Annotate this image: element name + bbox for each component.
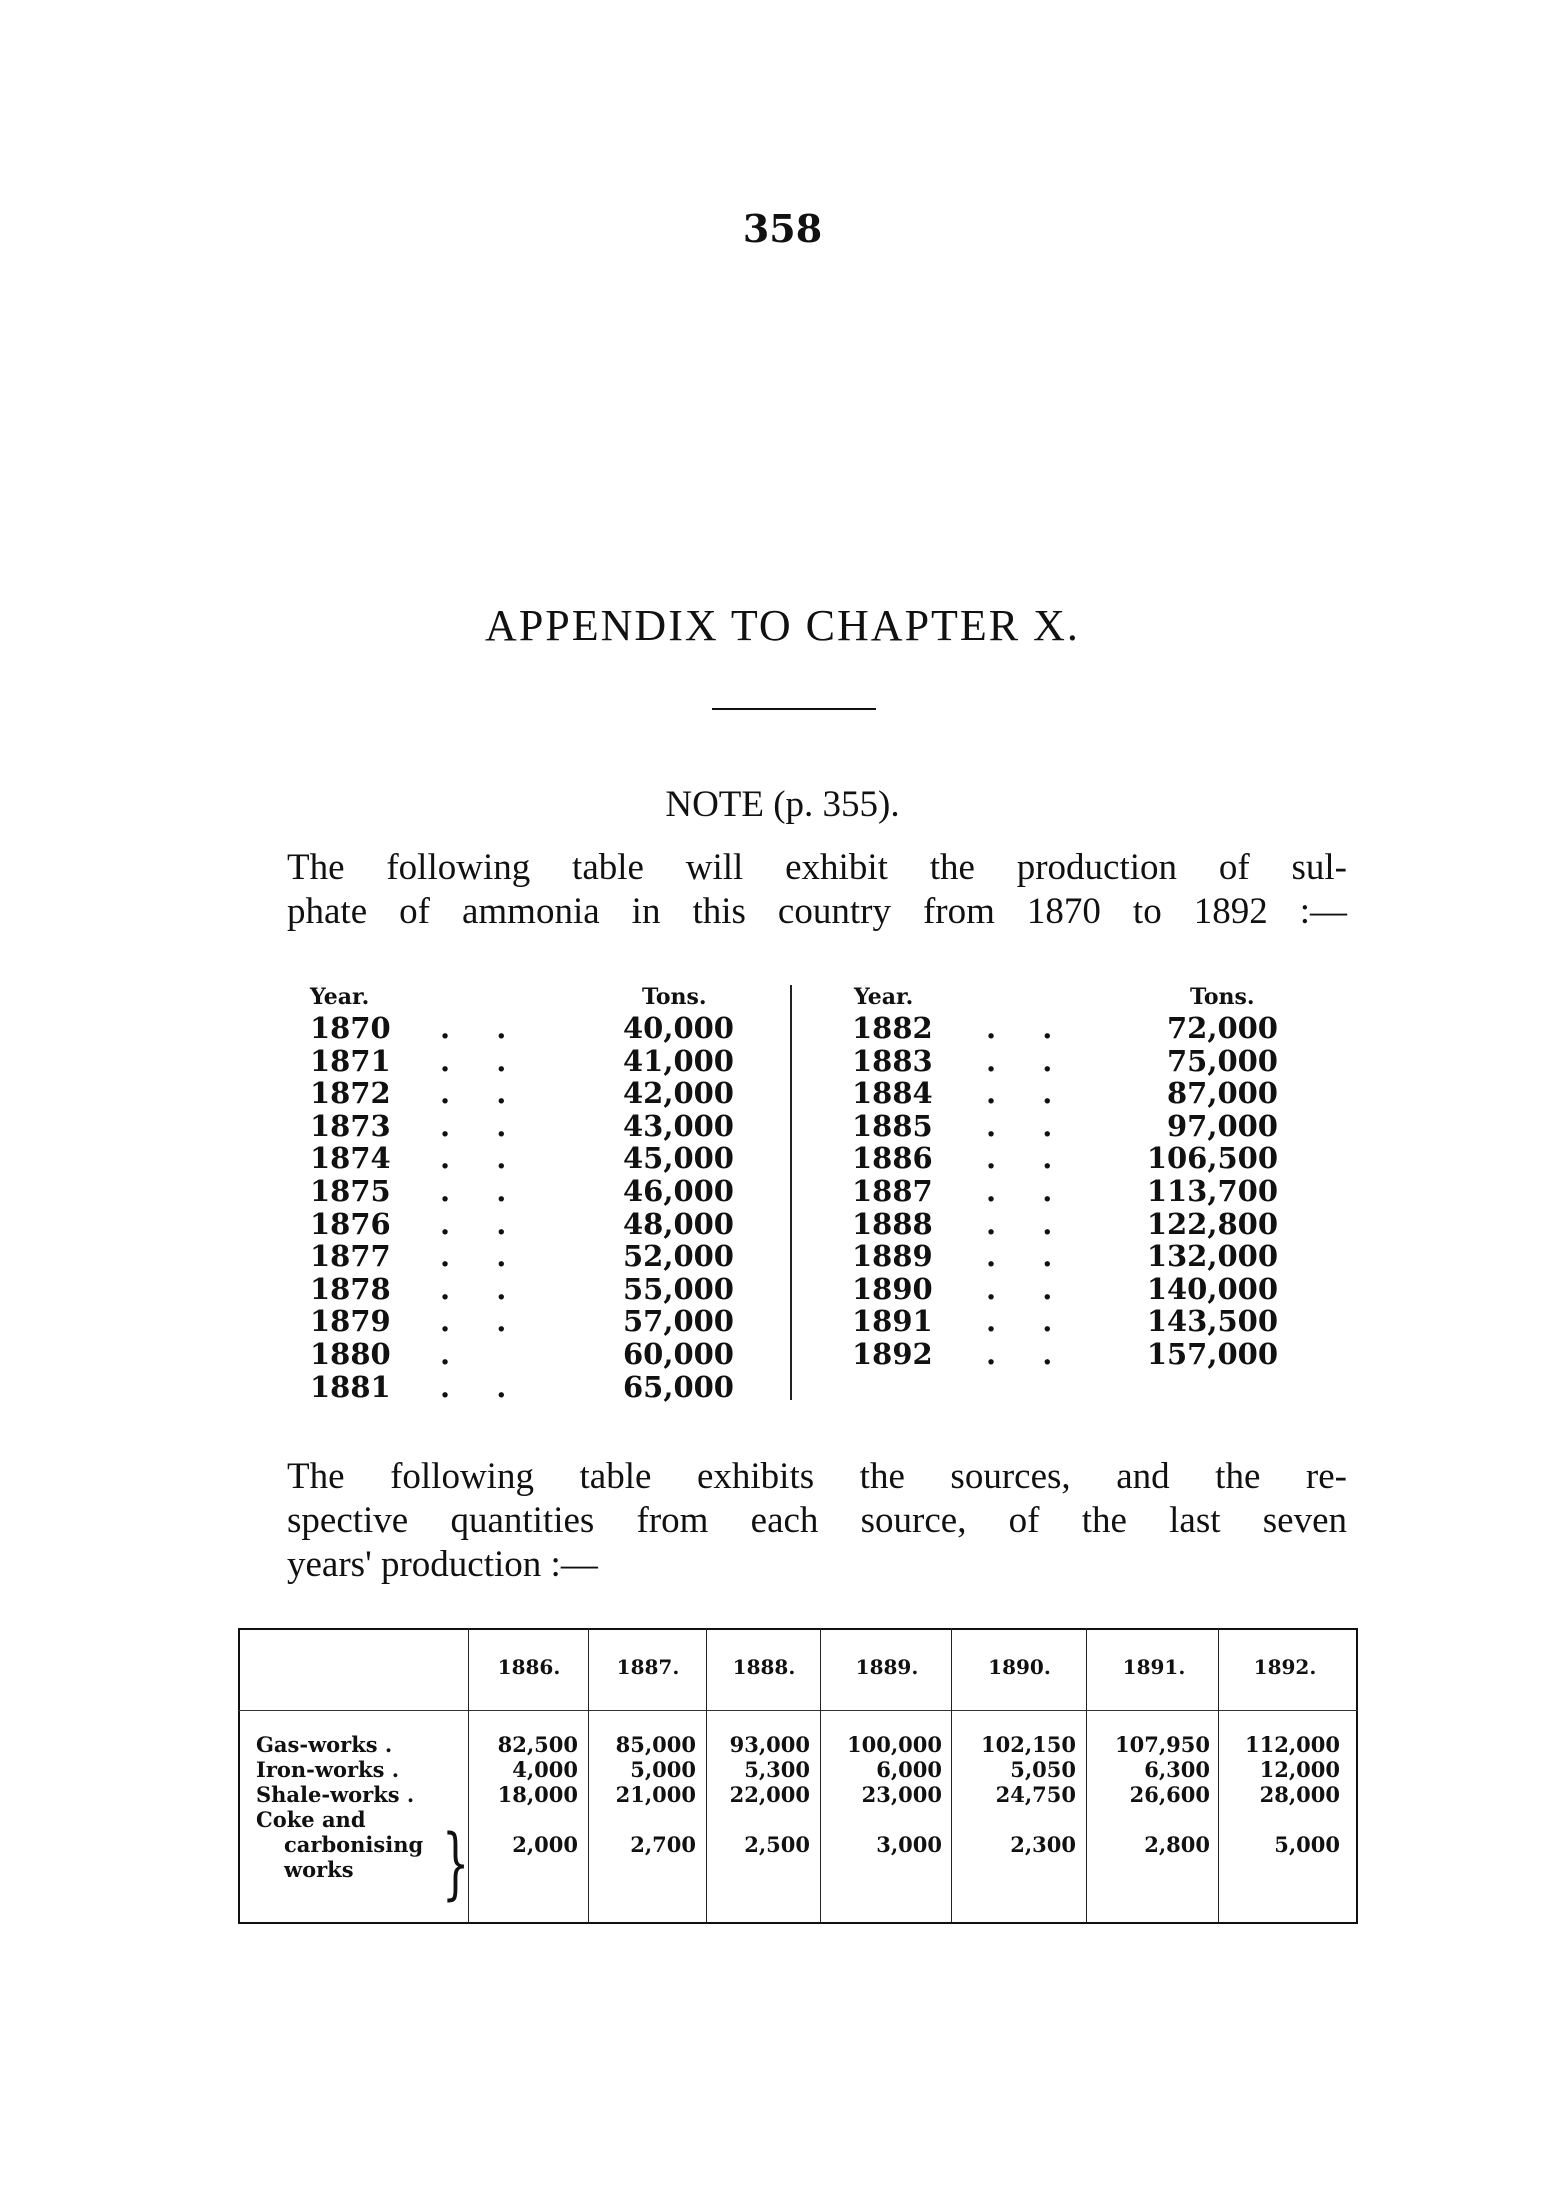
left-row-tons: 48,000 (623, 1206, 734, 1241)
left-row-tons: 43,000 (623, 1108, 734, 1143)
year-header: 1889. (855, 1655, 919, 1679)
value-cell: 22,000 (729, 1782, 810, 1807)
column-divider (951, 1628, 952, 1922)
year-header: 1886. (497, 1655, 561, 1679)
right-tons-header: Tons. (1190, 984, 1255, 1010)
right-row-tons: 87,000 (1167, 1076, 1278, 1111)
row-label: Iron-works . (256, 1757, 400, 1782)
intro-paragraph (287, 846, 1347, 934)
value-cell: 5,000 (1274, 1832, 1340, 1857)
right-row-leader: . . (986, 1011, 1071, 1045)
right-row-leader: . . (986, 1304, 1071, 1339)
left-row-year: 1874 (310, 1141, 391, 1176)
title-rule (712, 708, 876, 710)
left-row-leader: . . (440, 1174, 525, 1208)
right-row-leader: . . (986, 1271, 1071, 1306)
right-row-tons: 143,500 (1146, 1304, 1278, 1339)
value-cell: 112,000 (1245, 1732, 1340, 1757)
right-row-year: 1890 (852, 1271, 933, 1306)
left-row-year: 1879 (310, 1304, 391, 1339)
right-row-year: 1882 (852, 1011, 933, 1045)
table-bottom-border (238, 1922, 1358, 1924)
left-tons-header: Tons. (642, 984, 707, 1010)
column-divider (706, 1628, 707, 1922)
value-cell: 3,000 (876, 1832, 942, 1857)
column-divider (1218, 1628, 1219, 1922)
left-row-leader: . . (440, 1108, 525, 1143)
left-row-leader: . . (440, 1141, 525, 1176)
value-cell: 23,000 (861, 1782, 942, 1807)
second-intro-line: spective quantities from each source, of the last seven (287, 1500, 1347, 1541)
left-year-header: Year. (310, 984, 370, 1010)
value-cell: 6,000 (876, 1757, 942, 1782)
value-cell: 24,750 (995, 1782, 1076, 1807)
left-row-tons: 40,000 (623, 1011, 734, 1045)
left-row-leader: . . (440, 1239, 525, 1274)
value-cell: 2,700 (630, 1832, 696, 1857)
table-divider (790, 985, 792, 1400)
left-row-leader: . (440, 1337, 469, 1371)
right-row-leader: . . (986, 1174, 1071, 1208)
right-row-year: 1891 (852, 1304, 933, 1339)
left-row-year: 1872 (310, 1076, 391, 1111)
left-row-year: 1877 (310, 1239, 391, 1274)
row-label: Coke and (256, 1807, 366, 1832)
right-row-leader: . . (986, 1043, 1071, 1078)
right-row-year: 1886 (852, 1141, 933, 1176)
row-label: carbonising (284, 1832, 424, 1857)
value-cell: 4,000 (512, 1757, 578, 1782)
left-row-year: 1880 (310, 1337, 391, 1371)
left-row-year: 1873 (310, 1108, 391, 1143)
table-left-border (238, 1628, 240, 1924)
value-cell: 5,000 (630, 1757, 696, 1782)
right-year-header: Year. (854, 984, 914, 1010)
right-row-year: 1892 (852, 1337, 933, 1371)
year-header: 1890. (988, 1655, 1051, 1679)
value-cell: 5,300 (744, 1757, 810, 1782)
value-cell: 21,000 (615, 1782, 696, 1807)
right-row-leader: . . (986, 1108, 1071, 1143)
right-row-tons: 106,500 (1146, 1141, 1278, 1176)
left-row-year: 1876 (310, 1206, 391, 1241)
intro-line: The following table will exhibit the production of sul- (287, 847, 1347, 888)
column-divider (820, 1628, 821, 1922)
left-row-tons: 57,000 (623, 1304, 734, 1339)
left-row-tons: 60,000 (623, 1337, 734, 1371)
right-row-tons: 75,000 (1167, 1043, 1278, 1078)
note-title: NOTE (p. 355). (665, 784, 900, 825)
second-intro-line: The following table exhibits the sources, and the re- (287, 1456, 1347, 1497)
value-cell: 102,150 (981, 1732, 1076, 1757)
second-intro-paragraph (287, 1455, 1347, 1587)
value-cell: 18,000 (497, 1782, 578, 1807)
right-row-tons: 132,000 (1146, 1239, 1278, 1274)
left-row-leader: . . (440, 1011, 525, 1045)
second-intro-line: years' production :— (287, 1544, 598, 1585)
right-row-leader: . . (986, 1239, 1071, 1274)
right-row-year: 1887 (852, 1174, 933, 1208)
value-cell: 100,000 (847, 1732, 942, 1757)
right-row-leader: . . (986, 1206, 1071, 1241)
right-row-leader: . . (986, 1076, 1071, 1111)
value-cell: 12,000 (1259, 1757, 1340, 1782)
left-row-tons: 65,000 (623, 1369, 734, 1404)
right-row-tons: 72,000 (1167, 1011, 1278, 1045)
brace-icon: } (442, 1819, 470, 1909)
left-row-year: 1871 (310, 1043, 391, 1078)
value-cell: 6,300 (1144, 1757, 1210, 1782)
left-row-leader: . . (440, 1206, 525, 1241)
value-cell: 2,000 (512, 1832, 578, 1857)
left-row-year: 1875 (310, 1174, 391, 1208)
left-row-tons: 42,000 (623, 1076, 734, 1111)
intro-line: phate of ammonia in this country from 1870 to 1892 :— (287, 891, 1347, 932)
value-cell: 2,500 (744, 1832, 810, 1857)
header-rule (238, 1710, 1358, 1711)
right-row-year: 1883 (852, 1043, 933, 1078)
year-header: 1891. (1122, 1655, 1186, 1679)
left-row-year: 1870 (310, 1011, 391, 1045)
right-row-leader: . . (986, 1141, 1071, 1176)
table-top-border (238, 1628, 1358, 1630)
value-cell: 2,800 (1144, 1832, 1210, 1857)
column-divider (468, 1628, 469, 1922)
right-row-year: 1884 (852, 1076, 933, 1111)
value-cell: 85,000 (615, 1732, 696, 1757)
left-row-year: 1878 (310, 1271, 391, 1306)
left-row-tons: 41,000 (623, 1043, 734, 1078)
right-row-tons: 113,700 (1146, 1174, 1278, 1208)
value-cell: 5,050 (1010, 1757, 1076, 1782)
right-row-tons: 122,800 (1146, 1206, 1278, 1241)
left-row-leader: . . (440, 1369, 525, 1404)
table-right-border (1356, 1628, 1358, 1924)
value-cell: 107,950 (1115, 1732, 1210, 1757)
year-header: 1888. (732, 1655, 796, 1679)
page-title: APPENDIX TO CHAPTER X. (485, 601, 1080, 650)
left-row-tons: 52,000 (623, 1239, 734, 1274)
value-cell: 82,500 (497, 1732, 578, 1757)
year-header: 1887. (616, 1655, 680, 1679)
right-row-year: 1888 (852, 1206, 933, 1241)
left-row-leader: . . (440, 1271, 525, 1306)
row-label: Shale-works . (256, 1782, 415, 1807)
column-divider (588, 1628, 589, 1922)
left-row-leader: . . (440, 1304, 525, 1339)
page-number: 358 (742, 206, 823, 251)
value-cell: 93,000 (729, 1732, 810, 1757)
column-divider (1086, 1628, 1087, 1922)
left-row-leader: . . (440, 1076, 525, 1111)
left-row-year: 1881 (310, 1369, 391, 1404)
left-row-tons: 46,000 (623, 1174, 734, 1208)
right-row-year: 1885 (852, 1108, 933, 1143)
left-row-tons: 55,000 (623, 1271, 734, 1306)
row-label: Gas-works . (256, 1732, 393, 1757)
right-row-year: 1889 (852, 1239, 933, 1274)
row-label: works (284, 1857, 354, 1882)
left-row-leader: . . (440, 1043, 525, 1078)
value-cell: 28,000 (1259, 1782, 1340, 1807)
right-row-leader: . . (986, 1337, 1071, 1371)
right-row-tons: 97,000 (1167, 1108, 1278, 1143)
right-row-tons: 157,000 (1146, 1337, 1278, 1371)
right-row-tons: 140,000 (1146, 1271, 1278, 1306)
value-cell: 26,600 (1129, 1782, 1210, 1807)
left-row-tons: 45,000 (623, 1141, 734, 1176)
year-header: 1892. (1253, 1655, 1317, 1679)
value-cell: 2,300 (1010, 1832, 1076, 1857)
